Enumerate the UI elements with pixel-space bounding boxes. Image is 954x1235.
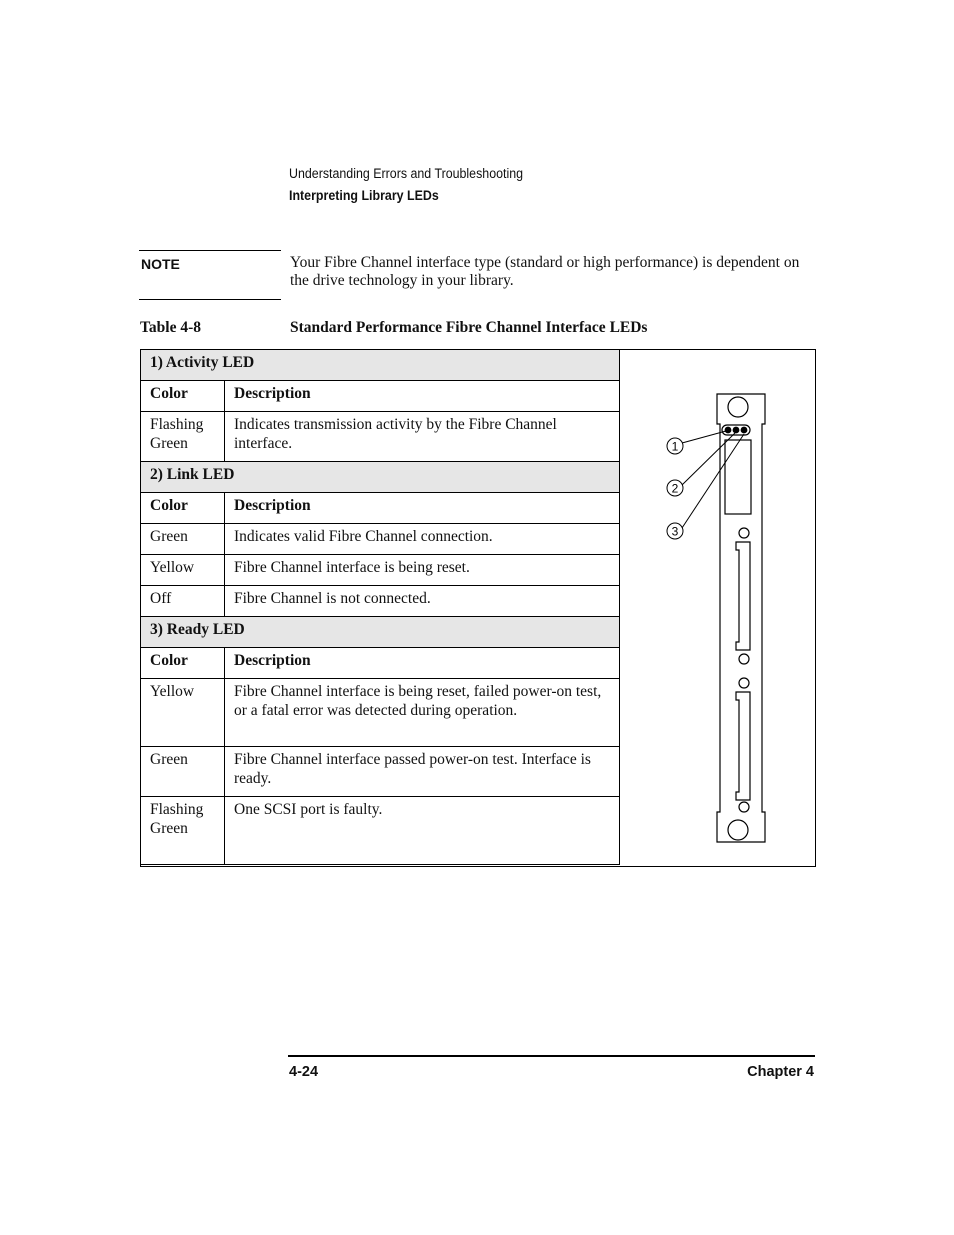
link-led-icon — [733, 427, 740, 434]
scsi-connector-lower-icon — [736, 692, 750, 800]
led-table — [140, 349, 620, 865]
table-row — [141, 586, 620, 617]
led-color: Flashing Green — [141, 797, 225, 865]
led-description: Fibre Channel is not connected. — [225, 586, 620, 617]
note-rule-top — [139, 250, 281, 251]
section-title: 1) Activity LED — [141, 350, 620, 381]
table-row — [141, 555, 620, 586]
table-row — [141, 679, 620, 747]
card-bracket-outline — [717, 394, 765, 842]
running-header-section: Interpreting Library LEDs — [289, 188, 439, 203]
fibre-channel-card-diagram — [650, 380, 800, 850]
port-window — [725, 440, 751, 514]
column-header-row — [141, 493, 620, 524]
column-header-row — [141, 381, 620, 412]
led-description: Indicates valid Fibre Channel connection. — [225, 524, 620, 555]
led-description: Fibre Channel interface passed power-on test. Interface is ready. — [225, 747, 620, 797]
scsi-connector-upper-icon — [736, 542, 750, 650]
led-description: Indicates transmission activity by the Fibre Channel interface. — [225, 412, 620, 462]
page-number: 4-24 — [289, 1064, 319, 1080]
section-header-ready — [141, 617, 620, 648]
led-color: Yellow — [141, 679, 225, 747]
callout-label-2: 2 — [671, 481, 679, 496]
led-description: Fibre Channel interface is being reset, failed power-on test, or a fatal error was detected during operation. — [225, 679, 620, 747]
led-description: One SCSI port is faulty. — [225, 797, 620, 865]
column-header-row — [141, 648, 620, 679]
footer-chapter: Chapter 4 — [747, 1064, 814, 1080]
note-rule-bottom — [139, 299, 281, 300]
footer-rule — [288, 1055, 815, 1057]
note-label: NOTE — [141, 256, 180, 272]
table-row — [141, 524, 620, 555]
column-header-color: Color — [141, 648, 225, 679]
led-color: Green — [141, 524, 225, 555]
table-row — [141, 797, 620, 865]
section-title: 3) Ready LED — [141, 617, 620, 648]
led-description: Fibre Channel interface is being reset. — [225, 555, 620, 586]
column-header-description: Description — [225, 493, 620, 524]
table-row — [141, 412, 620, 462]
led-color: Green — [141, 747, 225, 797]
column-header-description: Description — [225, 381, 620, 412]
section-header-activity — [141, 350, 620, 381]
section-title: 2) Link LED — [141, 462, 620, 493]
running-header-chapter: Understanding Errors and Troubleshooting — [289, 166, 524, 181]
activity-led-icon — [725, 427, 732, 434]
led-color: Yellow — [141, 555, 225, 586]
column-header-color: Color — [141, 381, 225, 412]
table-title: Standard Performance Fibre Channel Interface LEDs — [290, 319, 648, 336]
top-screw-hole-icon — [728, 397, 748, 417]
section-header-link — [141, 462, 620, 493]
led-color: Flashing Green — [141, 412, 225, 462]
led-color: Off — [141, 586, 225, 617]
table-row — [141, 747, 620, 797]
column-header-description: Description — [225, 648, 620, 679]
callout-label-3: 3 — [671, 524, 679, 539]
note-text: Your Fibre Channel interface type (standard or high performance) is dependent on the drive technology in your library. — [290, 254, 800, 289]
column-header-color: Color — [141, 493, 225, 524]
bottom-screw-hole-icon — [728, 820, 748, 840]
callout-label-1: 1 — [671, 439, 679, 454]
ready-led-icon — [741, 427, 748, 434]
table-number: Table 4-8 — [140, 319, 202, 336]
